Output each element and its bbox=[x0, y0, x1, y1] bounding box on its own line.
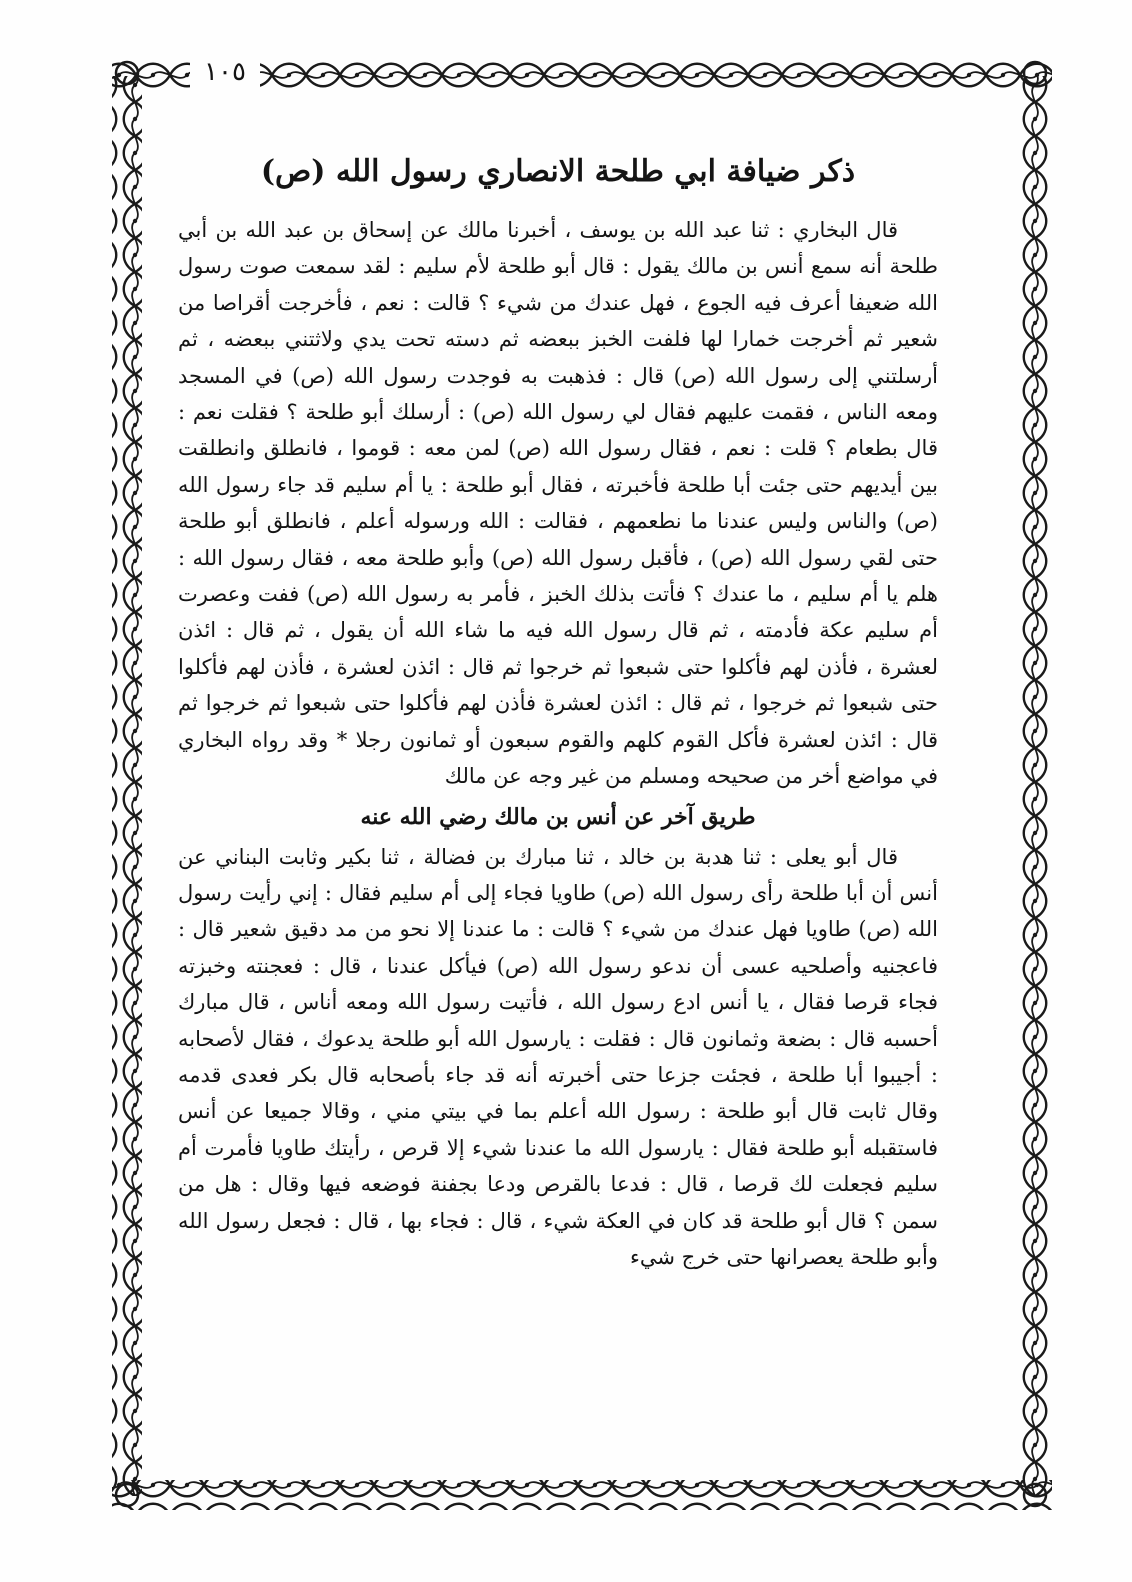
body-paragraph: قال البخاري : ثنا عبد الله بن يوسف ، أخبرنا مالك عن إسحاق بن عبد الله بن أبي طلحة أنه سمع أنس بن مالك يقول : قال أبو طلحة لأم سليم : لقد سمعت صوت رسول الله ضعيفا أعرف فيه الجوع ، فهل عندك من شيء ؟ قالت : نعم ، فأخرجت أقراصا من شعير ثم أخرجت خمارا لها فلفت الخبز ببعضه ثم دسته تحت يدي ولاثتني ببعضه ، ثم أرسلتني إلى رسول الله (ص) قال : فذهبت به فوجدت رسول الله (ص) في المسجد ومعه الناس ، فقمت عليهم فقال لي رسول الله (ص) : أرسلك أبو طلحة ؟ فقلت نعم : قال بطعام ؟ قلت : نعم ، فقال رسول الله (ص) لمن معه : قوموا ، فانطلق وانطلقت بين أيديهم حتى جئت أبا طلحة فأخبرته ، فقال أبو طلحة : يا أم سليم قد جاء رسول الله (ص) والناس وليس عندنا ما نطعمهم ، فقالت : الله ورسوله أعلم ، فانطلق أبو طلحة حتى لقي رسول الله (ص) ، فأقبل رسول الله (ص) وأبو طلحة معه ، فقال رسول الله : هلم يا أم سليم ، ما عندك ؟ فأتت بذلك الخبز ، فأمر به رسول الله (ص) ففت وعصرت أم سليم عكة فأدمته ، ثم قال رسول الله فيه ما شاء الله أن يقول ، ثم قال : ائذن لعشرة ، فأذن لهم فأكلوا حتى شبعوا ثم خرجوا ثم قال : ائذن لعشرة ، فأذن لهم فأكلوا حتى شبعوا ثم خرجوا ، ثم قال : ائذن لعشرة فأذن لهم فأكلوا حتى شبعوا ثم خرجوا ثم قال : ائذن لعشرة فأكل القوم كلهم والقوم سبعون أو ثمانون رجلا * وقد رواه البخاري في مواضع أخر من صحيحه ومسلم من غير وجه عن مالك bbox=[178, 218, 938, 789]
body-paragraph: قال أبو يعلى : ثنا هدبة بن خالد ، ثنا مبارك بن فضالة ، ثنا بكير وثابت البناني عن أنس أن أبا طلحة رأى رسول الله (ص) طاويا فجاء إلى أم سليم فقال : إني رأيت رسول الله (ص) طاويا فهل عندك من شيء ؟ قالت : ما عندنا إلا نحو من مد دقيق شعير قال : فاعجنيه وأصلحيه عسى أن ندعو رسول الله (ص) فيأكل عندنا ، قال : فعجنته وخبزته فجاء قرصا فقال ، يا أنس ادع رسول الله ، فأتيت رسول الله ومعه أناس ، قال مبارك أحسبه قال : بضعة وثمانون قال : فقلت : يارسول الله أبو طلحة يدعوك ، فقال لأصحابه : أجيبوا أبا طلحة ، فجئت جزعا حتى أخبرته أنه قد جاء بأصحابه قال بكر فعدى قدمه وقال ثابت قال أبو طلحة : رسول الله أعلم بما في بيتي مني ، وقالا جميعا عن أنس فاستقبله أبو طلحة فقال : يارسول الله ما عندنا شيء إلا قرص ، رأيتك طاويا فأمرت أم سليم فجعلت لك قرصا ، قال : فدعا بالقرص ودعا بجفنة فوضعه فيها وقال : هل من سمن ؟ قال أبو طلحة قد كان في العكة شيء ، قال : فجاء بها ، قال : فجعل رسول الله وأبو طلحة يعصرانها حتى خرج شيء bbox=[178, 844, 938, 1269]
page-content bbox=[178, 150, 938, 1275]
page-number: ١٠٥ bbox=[190, 56, 260, 88]
chapter-title: ذكر ضيافة ابي طلحة الانصاري رسول الله (ص) bbox=[260, 154, 856, 189]
section-heading: طريق آخر عن أنس بن مالك رضي الله عنه bbox=[360, 803, 756, 830]
